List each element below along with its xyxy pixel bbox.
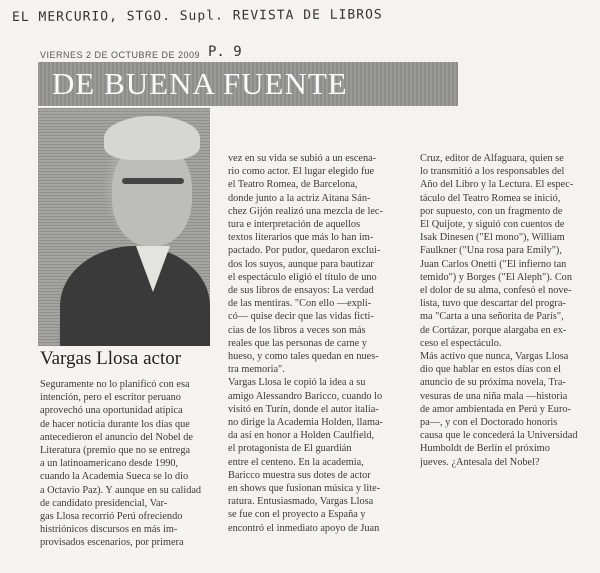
- column-line: intención, pero el escritor peruano: [40, 392, 181, 404]
- column-line: el Teatro Romea, de Barcelona,: [228, 179, 358, 191]
- column-line: Juan Carlos Onetti ("El infierno tan: [420, 258, 567, 270]
- column-line: no dirige la Academia Holden, llama-: [228, 417, 383, 429]
- handwritten-source-note: EL MERCURIO, STGO. Supl. REVISTA DE LIBROS: [11, 7, 383, 26]
- column-line: rio como actor. El lugar elegido fue: [228, 166, 375, 178]
- column-line: Seguramente no lo planificó con esa: [40, 379, 190, 390]
- column-line: el espectáculo eligió el título de uno: [228, 271, 377, 283]
- column-line: en shows que fusionan música y lite-: [228, 483, 381, 495]
- column-line: Baricco muestra sus dotes de actor: [228, 469, 371, 481]
- column-line: de amor ambientada en Perú y Euro-: [420, 403, 571, 415]
- section-title: DE BUENA FUENTE: [52, 66, 348, 101]
- page-mark: P. 9: [208, 44, 242, 60]
- column-line: Año del Libro y la Lectura. El espec-: [420, 179, 574, 191]
- column-line: Vargas Llosa le copió la idea a su: [228, 377, 366, 389]
- column-line: El Quijote, y siguió con cuentos de: [420, 219, 565, 231]
- column-line: pa—, y con el Doctorado honoris: [420, 417, 558, 429]
- column-line: a un latinoamericano desde 1990,: [40, 458, 179, 470]
- column-line: ratura. Entusiasmado, Vargas Llosa: [228, 496, 374, 508]
- column-line: encontró el inmediato apoyo de Juan: [228, 522, 380, 534]
- column-line: pactado. Por pudor, quedaron exclui-: [228, 245, 381, 257]
- column-line: antecedieron el anuncio del Nobel de: [40, 431, 193, 443]
- column-line: entre el centeno. En la academia,: [228, 456, 364, 468]
- column-line: Isak Dinesen ("El mono"), William: [420, 232, 565, 244]
- column-line: causa que le concederá la Universidad: [420, 430, 578, 442]
- dateline: VIERNES 2 DE OCTUBRE DE 2009: [40, 50, 201, 60]
- photo-brow: [122, 178, 184, 184]
- column-line: cuando la Academia Sueca se lo dio: [40, 471, 189, 483]
- column-line: ma "Carta a una señorita de París",: [420, 311, 564, 323]
- column-line: ceso el espectáculo.: [420, 337, 502, 349]
- column-line: Literatura (premio que no se entrega: [40, 445, 191, 457]
- column-line: Humboldt de Berlín el próximo: [420, 443, 550, 455]
- column-line: dio que hablar en estos días con el: [420, 364, 561, 376]
- photo-coat: [60, 246, 210, 346]
- column-line: temido") y Borges ("El Aleph"). Con: [420, 271, 572, 283]
- column-line: có— quise decir que las vidas ficti-: [228, 311, 374, 323]
- column-line: se fue con el proyecto a España y: [228, 509, 366, 521]
- column-line: tra memoria".: [228, 364, 285, 376]
- column-line: de candidato presidencial, Var-: [40, 497, 168, 509]
- column-line: de Cortázar, porque alargaba en ex-: [420, 324, 567, 336]
- article-column-1: [40, 378, 210, 550]
- column-line: da así en honor a Holden Caulfield,: [228, 430, 375, 442]
- column-line: el dolor de su alma, confesó el nove-: [420, 285, 572, 297]
- column-line: vez en su vida se subió a un escena-: [228, 153, 377, 164]
- column-line: Faulkner ("Una rosa para Emily"),: [420, 245, 562, 257]
- column-line: Cruz, editor de Alfaguara, quien se: [420, 153, 564, 164]
- column-line: táculo del Teatro Romea se inició,: [420, 192, 561, 204]
- column-line: el protagonista de El guardián: [228, 443, 352, 455]
- column-line: jueves. ¿Antesala del Nobel?: [420, 456, 540, 468]
- column-line: anuncio de su próxima novela, Tra-: [420, 377, 566, 389]
- section-banner: [38, 62, 458, 106]
- column-line: aprovechó una oportunidad atípica: [40, 405, 183, 417]
- column-line: vesuras de una niña mala —historia: [420, 390, 568, 402]
- column-line: visitó en Turín, donde el autor italia-: [228, 403, 379, 415]
- column-line: donde junto a la actriz Aitana Sán-: [228, 192, 371, 204]
- column-line: hueso, y como tales quedan en nues-: [228, 351, 379, 363]
- column-line: dos los suyos, aunque para bautizar: [228, 258, 374, 270]
- column-line: Más activo que nunca, Vargas Llosa: [420, 351, 569, 363]
- column-line: cias de los libros a veces son más: [228, 324, 366, 336]
- column-line: histriónicos discursos en más im-: [40, 524, 178, 536]
- column-line: lo transmitió a los responsables del: [420, 166, 565, 178]
- column-line: amigo Alessandro Baricco, cuando lo: [228, 390, 383, 402]
- column-line: provisados escenarios, por primera: [40, 537, 184, 549]
- column-line: textos literarios que más lo han im-: [228, 232, 374, 244]
- article-column-3: [420, 152, 588, 469]
- column-line: reales que las personas de carne y: [228, 337, 367, 349]
- column-line: tura e interpretación de aquellos: [228, 219, 361, 231]
- column-line: lista, tuvo que descartar del progra-: [420, 298, 566, 310]
- column-line: de las mentiras. "Con ello —expli-: [228, 298, 372, 310]
- article-headline: Vargas Llosa actor: [40, 348, 182, 369]
- article-column-2: [228, 152, 408, 535]
- column-line: de sus libros de ensayos: La verdad: [228, 285, 374, 297]
- column-line: de hacer noticia durante los días que: [40, 418, 190, 430]
- column-line: chez Gijón realizó una mezcla de lec-: [228, 205, 383, 217]
- column-line: a Octavio Paz). Y aunque en su calidad: [40, 484, 202, 496]
- photo-hair: [104, 116, 200, 160]
- author-photo: [38, 108, 210, 346]
- column-line: por supuesto, con un fragmento de: [420, 205, 563, 217]
- column-line: gas Llosa recorrió Perú ofreciendo: [40, 511, 183, 523]
